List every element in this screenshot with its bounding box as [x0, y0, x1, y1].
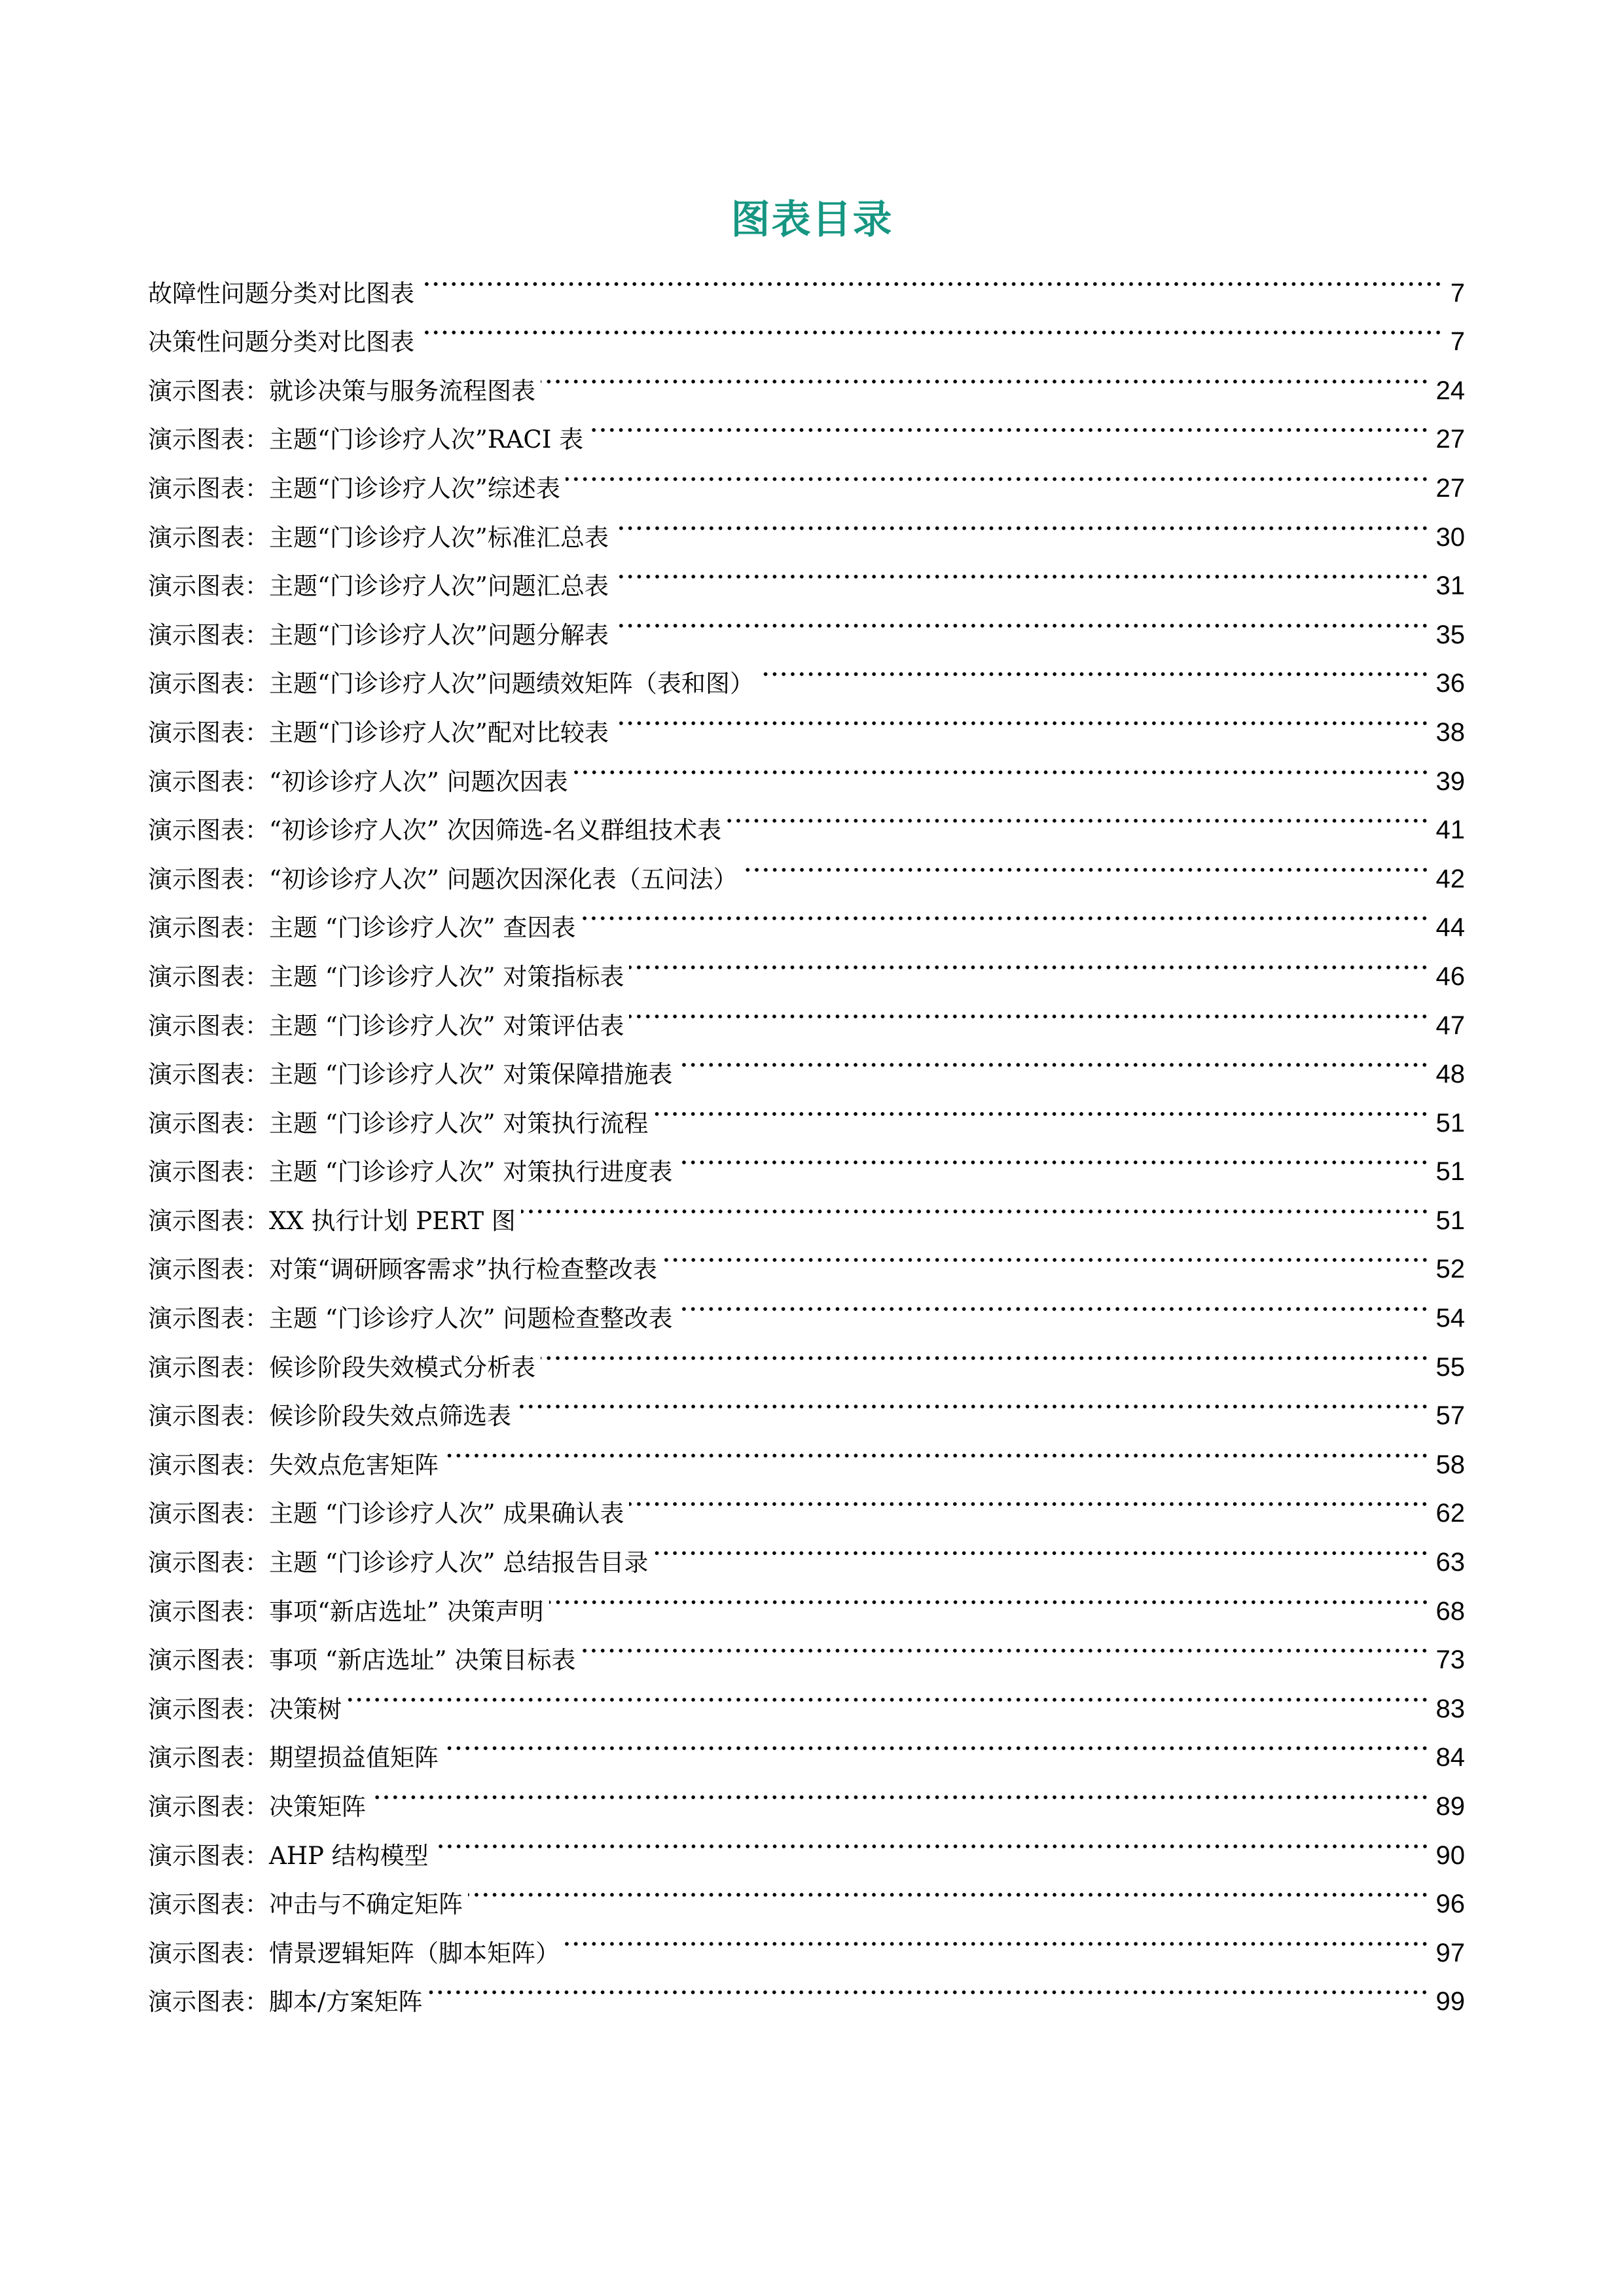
toc-entry-label: 演示图表：就诊决策与服务流程图表 [148, 376, 535, 405]
toc-entry-label: 演示图表：主题“门诊诊疗人次”问题分解表 [148, 620, 609, 649]
dot-leader [653, 1522, 1429, 1571]
toc-entry-label: 演示图表：主题“门诊诊疗人次”综述表 [148, 474, 560, 503]
toc-entry[interactable] [148, 253, 1465, 308]
toc-entry-label: 演示图表：事项 “新店选址” 决策目标表 [148, 1646, 576, 1675]
dot-leader [549, 1571, 1430, 1620]
toc-entry-label: 演示图表：主题“门诊诊疗人次”配对比较表 [148, 718, 609, 747]
toc-entry-label: 演示图表：情景逻辑矩阵（脚本矩阵） [148, 1939, 560, 1967]
toc-entry-page-number: 46 [1435, 961, 1465, 991]
toc-entry-label: 演示图表：事项“新店选址” 决策声明 [148, 1597, 544, 1626]
toc-entry-page-number: 99 [1435, 1987, 1465, 2017]
toc-entry-page-number: 62 [1435, 1499, 1465, 1528]
toc-entry-page-number: 90 [1435, 1840, 1465, 1870]
toc-entry-page-number: 31 [1435, 571, 1465, 601]
dot-leader [727, 790, 1429, 839]
toc-entry-label: 演示图表：冲击与不确定矩阵 [148, 1890, 463, 1919]
toc-entry-label: 演示图表：主题“门诊诊疗人次”问题汇总表 [148, 572, 609, 601]
dot-leader [521, 1180, 1430, 1229]
toc-entry-page-number: 38 [1435, 717, 1465, 747]
toc-entry-label: 演示图表：XX 执行计划 PERT 图 [148, 1206, 516, 1235]
toc-entry-label: 演示图表：主题“门诊诊疗人次”RACI 表 [148, 425, 584, 454]
toc-entry-label: 演示图表：主题 “门诊诊疗人次” 问题检查整改表 [148, 1304, 673, 1333]
toc-entry-label: 演示图表：“初诊诊疗人次” 次因筛选-名义群组技术表 [148, 816, 722, 845]
toc-entry-label: 演示图表：失效点危害矩阵 [148, 1450, 439, 1479]
dot-leader [677, 1132, 1429, 1181]
dot-leader [516, 1376, 1430, 1425]
toc-entry-label: 演示图表：候诊阶段失效模式分析表 [148, 1353, 535, 1382]
toc-entry-page-number: 51 [1435, 1108, 1465, 1138]
dot-leader [614, 497, 1430, 546]
toc-entry-page-number: 73 [1435, 1645, 1465, 1675]
toc-entry-page-number: 47 [1435, 1011, 1465, 1040]
toc-entry-label: 演示图表：主题 “门诊诊疗人次” 对策保障措施表 [148, 1060, 673, 1089]
toc-entry-label: 演示图表：期望损益值矩阵 [148, 1744, 439, 1772]
toc-entry-page-number: 48 [1435, 1060, 1465, 1089]
dot-leader [614, 546, 1430, 595]
toc-entry-page-number: 35 [1435, 620, 1465, 649]
dot-leader [427, 1962, 1429, 2011]
dot-leader [566, 448, 1430, 497]
dot-leader [444, 1424, 1430, 1473]
toc-entry-label: 演示图表：主题 “门诊诊疗人次” 对策执行流程 [148, 1109, 649, 1138]
toc-entry-page-number: 7 [1450, 327, 1465, 357]
dot-leader [541, 350, 1430, 399]
toc-entry-label: 演示图表：主题 “门诊诊疗人次” 成果确认表 [148, 1499, 624, 1528]
toc-entry-page-number: 51 [1435, 1157, 1465, 1187]
toc-title: 图表目录 [731, 197, 893, 243]
toc-entry-page-number: 97 [1435, 1938, 1465, 1967]
toc-list [148, 253, 1465, 2017]
toc-entry-label: 演示图表：主题“门诊诊疗人次”标准汇总表 [148, 523, 609, 552]
dot-leader [444, 1717, 1430, 1767]
toc-entry-page-number: 7 [1450, 278, 1465, 308]
toc-entry-page-number: 96 [1435, 1890, 1465, 1919]
dot-leader [677, 1278, 1429, 1327]
toc-entry-page-number: 51 [1435, 1206, 1465, 1235]
toc-entry-label: 演示图表：主题 “门诊诊疗人次” 查因表 [148, 914, 576, 942]
dot-leader [614, 594, 1430, 643]
dot-leader [662, 1229, 1430, 1278]
toc-entry[interactable] [148, 1717, 1465, 1772]
dot-leader [677, 1034, 1429, 1083]
toc-entry-label: 演示图表：主题 “门诊诊疗人次” 对策评估表 [148, 1011, 624, 1040]
toc-entry-label: 演示图表：主题“门诊诊疗人次”问题绩效矩阵（表和图） [148, 670, 754, 698]
dot-leader [629, 1473, 1429, 1522]
toc-entry-page-number: 30 [1435, 522, 1465, 552]
dot-leader [541, 1327, 1430, 1376]
toc-entry-page-number: 27 [1435, 425, 1465, 454]
toc-entry-label: 演示图表：“初诊诊疗人次” 问题次因表 [148, 767, 568, 796]
dot-leader [371, 1766, 1430, 1815]
dot-leader [420, 302, 1443, 351]
toc-entry-label: 演示图表：决策树 [148, 1695, 342, 1723]
dot-leader [759, 643, 1430, 692]
dot-leader [468, 1864, 1430, 1913]
dot-leader [581, 888, 1429, 937]
dot-leader [653, 1083, 1429, 1132]
dot-leader [347, 1668, 1430, 1717]
toc-entry-label: 故障性问题分类对比图表 [148, 279, 414, 308]
dot-leader [588, 399, 1429, 448]
toc-entry-label: 演示图表：主题 “门诊诊疗人次” 对策执行进度表 [148, 1158, 673, 1187]
toc-entry-page-number: 41 [1435, 816, 1465, 845]
dot-leader [743, 838, 1430, 888]
toc-entry-label: 演示图表：“初诊诊疗人次” 问题次因深化表（五问法） [148, 865, 738, 893]
toc-entry-label: 演示图表：对策“调研顾客需求”执行检查整改表 [148, 1255, 657, 1284]
dot-leader [434, 1815, 1430, 1864]
dot-leader [614, 692, 1430, 741]
toc-entry-page-number: 24 [1435, 376, 1465, 405]
toc-entry-page-number: 52 [1435, 1255, 1465, 1284]
toc-entry-page-number: 54 [1435, 1304, 1465, 1333]
dot-leader [565, 1912, 1430, 1962]
toc-entry-label: 演示图表：主题 “门诊诊疗人次” 对策指标表 [148, 962, 624, 991]
dot-leader [629, 936, 1429, 985]
toc-entry-page-number: 89 [1435, 1792, 1465, 1821]
toc-entry-page-number: 84 [1435, 1743, 1465, 1772]
toc-entry-page-number: 55 [1435, 1352, 1465, 1382]
dot-leader [573, 741, 1430, 790]
toc-entry-label: 演示图表：候诊阶段失效点筛选表 [148, 1402, 511, 1431]
toc-entry-label: 演示图表：脚本/方案矩阵 [148, 1988, 423, 2017]
toc-entry-label: 演示图表：主题 “门诊诊疗人次” 总结报告目录 [148, 1549, 649, 1577]
toc-entry-label: 决策性问题分类对比图表 [148, 328, 414, 357]
dot-leader [420, 253, 1443, 302]
toc-entry-label: 演示图表：决策矩阵 [148, 1793, 366, 1821]
dot-leader [629, 985, 1429, 1034]
toc-entry-page-number: 36 [1435, 669, 1465, 698]
toc-entry-page-number: 58 [1435, 1450, 1465, 1479]
toc-entry-page-number: 27 [1435, 473, 1465, 503]
toc-entry-page-number: 63 [1435, 1548, 1465, 1577]
toc-entry-page-number: 83 [1435, 1694, 1465, 1723]
dot-leader [581, 1620, 1429, 1669]
toc-entry-page-number: 42 [1435, 864, 1465, 893]
toc-entry-page-number: 68 [1435, 1596, 1465, 1626]
toc-entry-page-number: 57 [1435, 1401, 1465, 1431]
toc-entry-page-number: 44 [1435, 913, 1465, 942]
toc-entry-label: 演示图表：AHP 结构模型 [148, 1841, 429, 1870]
toc-entry-page-number: 39 [1435, 766, 1465, 796]
